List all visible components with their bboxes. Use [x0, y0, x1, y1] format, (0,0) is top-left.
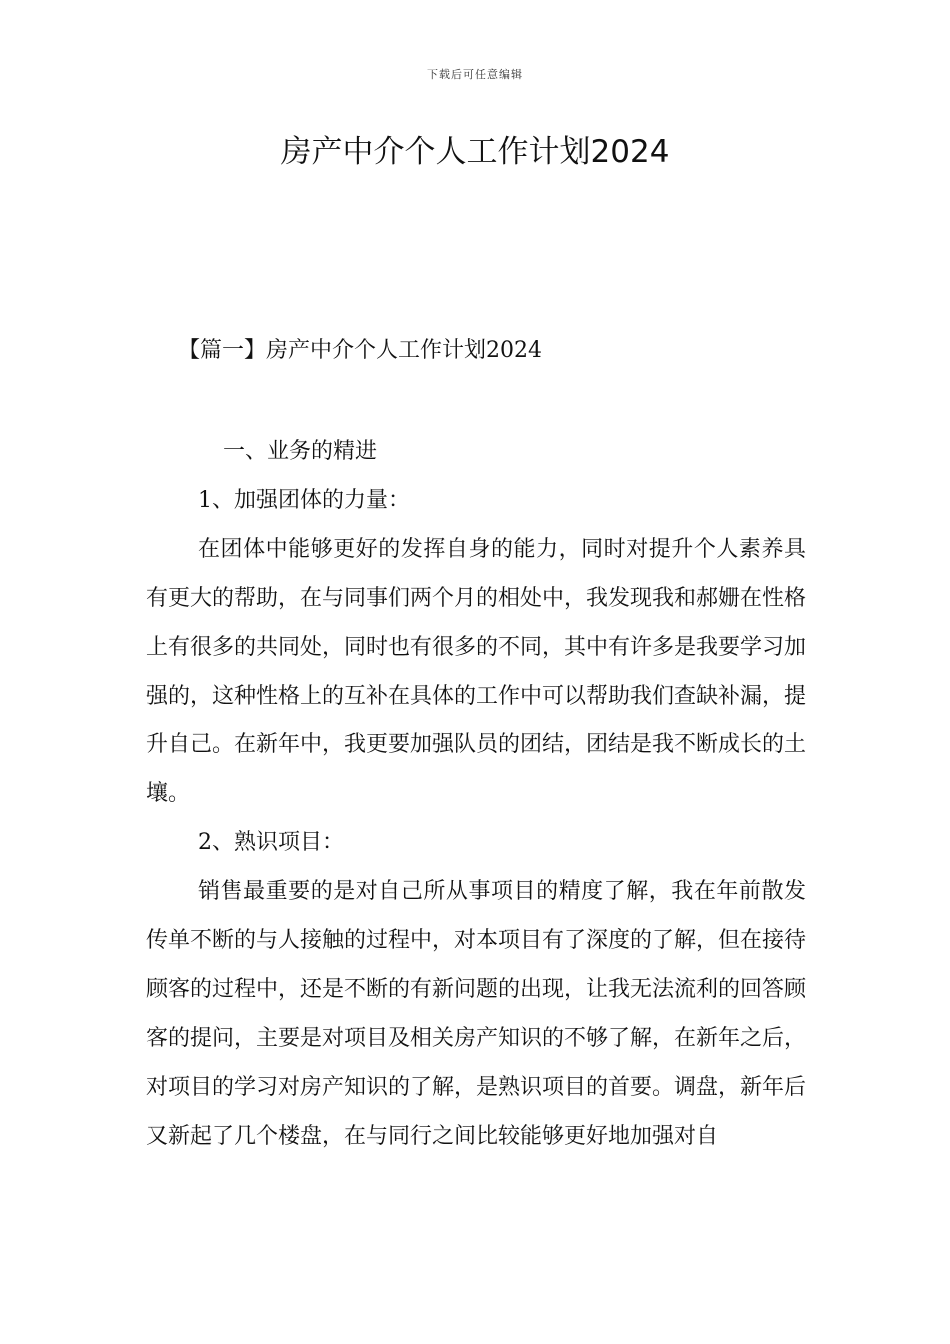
header-note: 下载后可任意编辑	[427, 68, 523, 81]
paragraph-project: 销售最重要的是对自己所从事项目的精度了解，我在年前散发传单不断的与人接触的过程中，对本项目有了深度的了解，但在接待顾客的过程中，还是不断的有新问题的出现，让我无法流利的回答顾客的提问，主要是对项目及相关房产知识的不够了解，在新年之后，对项目的学习对房产知识的了解，是熟识项目的首要。调盘，新年后又新起了几个楼盘，在与同行之间比较能够更好地加强对自	[146, 879, 807, 1149]
section-heading: 【篇一】房产中介个人工作计划2024	[178, 338, 542, 363]
subheading-project: 2、熟识项目：	[198, 830, 344, 856]
paragraph-team: 在团体中能够更好的发挥自身的能力，同时对提升个人素养具有更大的帮助，在与同事们两个月的相处中，我发现我和郝姗在性格上有很多的共同处，同时也有很多的不同，其中有许多是我要学习加强的，这种性格上的互补在具体的工作中可以帮助我们查缺补漏，提升自己。在新年中，我更要加强队员的团结，团结是我不断成长的土壤。	[146, 536, 807, 807]
subheading-business: 一、业务的精进	[223, 439, 378, 464]
subheading-team: 1、加强团体的力量：	[198, 487, 410, 513]
body-text	[146, 428, 806, 1162]
document-title: 房产中介个人工作计划2024	[280, 134, 670, 170]
